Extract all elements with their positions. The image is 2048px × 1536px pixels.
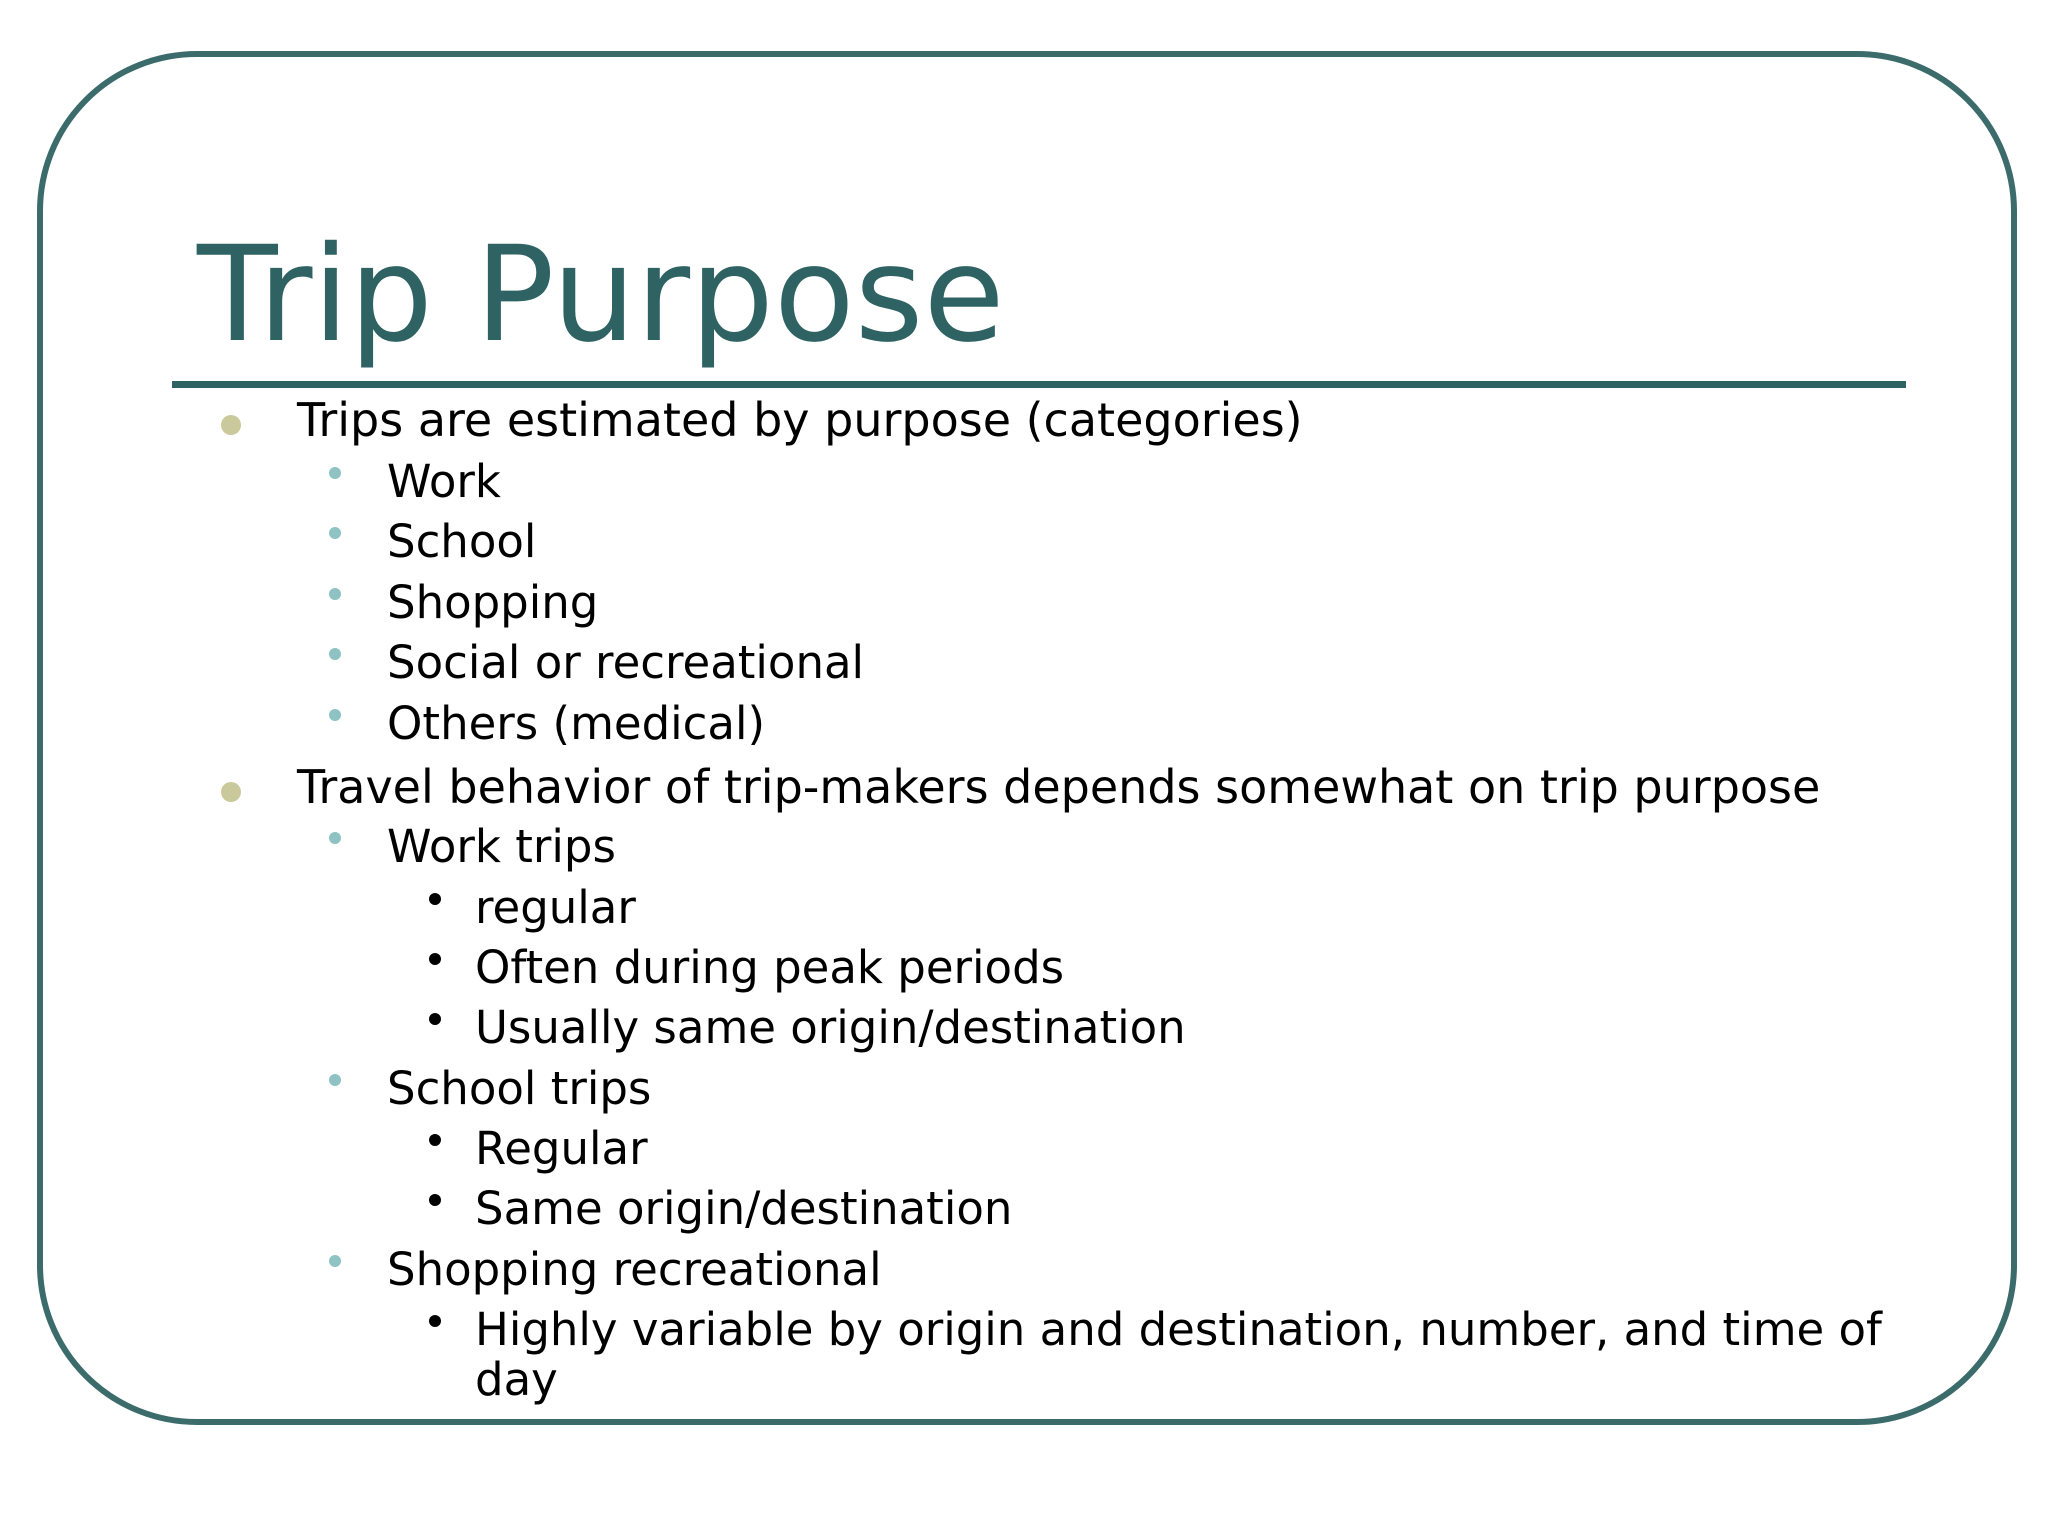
bullet-level3-text: Same origin/destination [475,1182,1013,1235]
bullet-level2-icon [329,1255,341,1267]
bullet-level3-icon [429,1315,441,1327]
bullet-level2-icon [329,588,341,600]
bullet-level2-text: Others (medical) [387,697,766,750]
bullet-level2-icon [329,527,341,539]
bullet-level3-icon [429,953,441,965]
bullet-level3-icon [429,893,441,905]
bullet-level3-text: Usually same origin/destination [475,1001,1186,1054]
slide-title: Trip Purpose [197,218,1005,372]
bullet-level1-icon [221,782,241,802]
bullet-level2-icon [329,467,341,479]
bullet-level3-text: Highly variable by origin and destination, number, and time of [475,1303,1882,1356]
bullet-level2-icon [329,648,341,660]
bullet-level2-text: Work [387,455,501,508]
bullet-level1-text: Trips are estimated by purpose (categories) [297,393,1303,447]
bullet-level2-text: Shopping [387,576,599,629]
bullet-level2-icon [329,709,341,721]
bullet-level2-text: Shopping recreational [387,1243,882,1296]
bullet-level2-text: Social or recreational [387,636,865,689]
bullet-level3-continuation: day [475,1353,558,1406]
bullet-level3-text: Often during peak periods [475,941,1065,994]
bullet-level3-text: Regular [475,1122,648,1175]
bullet-level3-text: regular [475,881,636,934]
bullet-level2-text: Work trips [387,820,616,873]
bullet-level3-icon [429,1134,441,1146]
bullet-level1-text: Travel behavior of trip-makers depends somewhat on trip purpose [297,760,1821,814]
bullet-level1-icon [221,415,241,435]
bullet-level2-text: School [387,515,537,568]
bullet-level2-icon [329,832,341,844]
title-underline [172,381,1906,388]
bullet-level2-icon [329,1074,341,1086]
bullet-level3-icon [429,1013,441,1025]
bullet-level2-text: School trips [387,1062,652,1115]
bullet-level3-icon [429,1194,441,1206]
